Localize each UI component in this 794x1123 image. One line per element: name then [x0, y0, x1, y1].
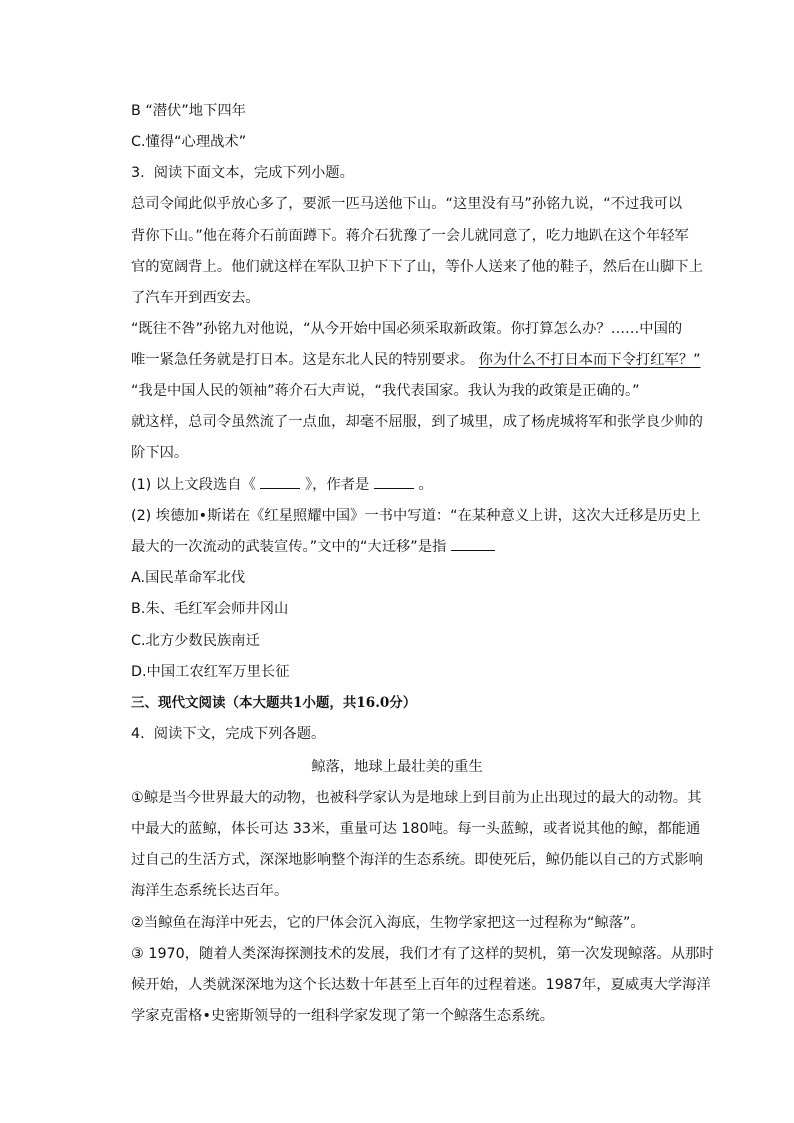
option-b: B “潜伏”地下四年 [131, 103, 246, 119]
option-d: D.中国工农红军万里长征 [131, 664, 290, 680]
passage-line: 背你下山。”他在蒋介石前面蹲下。蒋介石犹豫了一会儿就同意了，吃力地趴在这个年轻军 [131, 228, 689, 244]
passage-line: 就这样，总司令虽然流了一点血，却毫不屈服，到了城里，成了杨虎城将军和张学良少帅的 [131, 414, 703, 430]
article-line: ②当鲸鱼在海洋中死去，它的尸体会沉入海底，生物学家把这一过程称为“鲸落”。 [131, 915, 645, 931]
passage-line: 阶下囚。 [131, 445, 189, 461]
answer-blank[interactable] [374, 476, 414, 489]
subquestion-text: (1) 以上文段选自《 [131, 477, 256, 493]
subquestion-text: 最大的一次流动的武装宣传。”文中的“大迁移”是指 [131, 539, 447, 555]
option-b: B.朱、毛红军会师井冈山 [131, 601, 289, 617]
question-number: 3. [131, 165, 145, 181]
question-number: 4. [131, 726, 145, 742]
option-c: C.懂得“心理战术” [131, 134, 247, 150]
section-heading: 三、现代文阅读（本大题共1小题，共16.0分） [131, 695, 417, 711]
answer-blank[interactable] [451, 538, 495, 551]
question-prompt: 阅读下文，完成下列各题。 [153, 726, 326, 742]
option-c: C.北方少数民族南迁 [131, 633, 260, 649]
passage-line: 了汽车开到西安去。 [131, 290, 260, 306]
article-line: 候开始，人类就深深地为这个长达数十年甚至上百年的过程着迷。1987年，夏威夷大学海洋 [131, 977, 711, 993]
article-line: 中最大的蓝鲸，体长可达 33米，重量可达 180吨。每一头蓝鲸，或者说其他的鲸，都能通 [131, 821, 701, 837]
question-3-header [131, 163, 354, 183]
article-line: ①鲸是当今世界最大的动物，也被科学家认为是地球上到目前为止出现过的最大的动物。其 [131, 790, 702, 806]
subquestion-text: 。 [418, 477, 433, 493]
passage-line: “既往不咎”孙铭九对他说，“从今开始中国必须采取新政策。你打算怎么办？……中国的 [131, 321, 683, 337]
passage-line: “我是中国人民的领袖”蒋介石大声说，“我代表国家。我认为我的政策是正确的。” [131, 383, 640, 399]
question-4-header [131, 724, 325, 744]
passage-line: 官的宽阔背上。他们就这样在军队卫护下下了山，等仆人送来了他的鞋子，然后在山脚下上 [131, 259, 703, 275]
article-title: 鲸落，地球上最壮美的重生 [311, 759, 483, 775]
article-line: 海洋生态系统长达百年。 [131, 883, 289, 899]
passage-line: 总司令闻此似乎放心多了，要派一匹马送他下山。“这里没有马”孙铭九说，“不过我可以 [131, 196, 683, 212]
option-a: A.国民革命军北伐 [131, 570, 246, 586]
passage-text: 唯一紧急任务就是打日本。这是东北人民的特别要求。 [131, 352, 475, 368]
subquestion-1 [131, 475, 433, 495]
article-line: 过自己的生活方式，深深地影响整个海洋的生态系统。即使死后，鲸仍能以自己的方式影响 [131, 852, 703, 868]
subquestion-2: (2) 埃德加•斯诺在《红星照耀中国》一书中写道：“在某种意义上讲，这次大迁移是历史上 [131, 508, 701, 524]
underlined-sentence: 你为什么不打日本而下令打红军？” [478, 352, 701, 368]
article-line: 学家克雷格•史密斯领导的一组科学家发现了第一个鲸落生态系统。 [131, 1008, 555, 1024]
answer-blank[interactable] [260, 476, 300, 489]
passage-line [131, 350, 701, 370]
question-prompt: 阅读下面文本，完成下列小题。 [153, 165, 354, 181]
subquestion-2-cont [131, 537, 495, 557]
article-line: ③ 1970，随着人类深海探测技术的发展，我们才有了这样的契机，第一次发现鲸落。从那时 [131, 946, 714, 962]
subquestion-text: 》，作者是 [304, 477, 370, 493]
